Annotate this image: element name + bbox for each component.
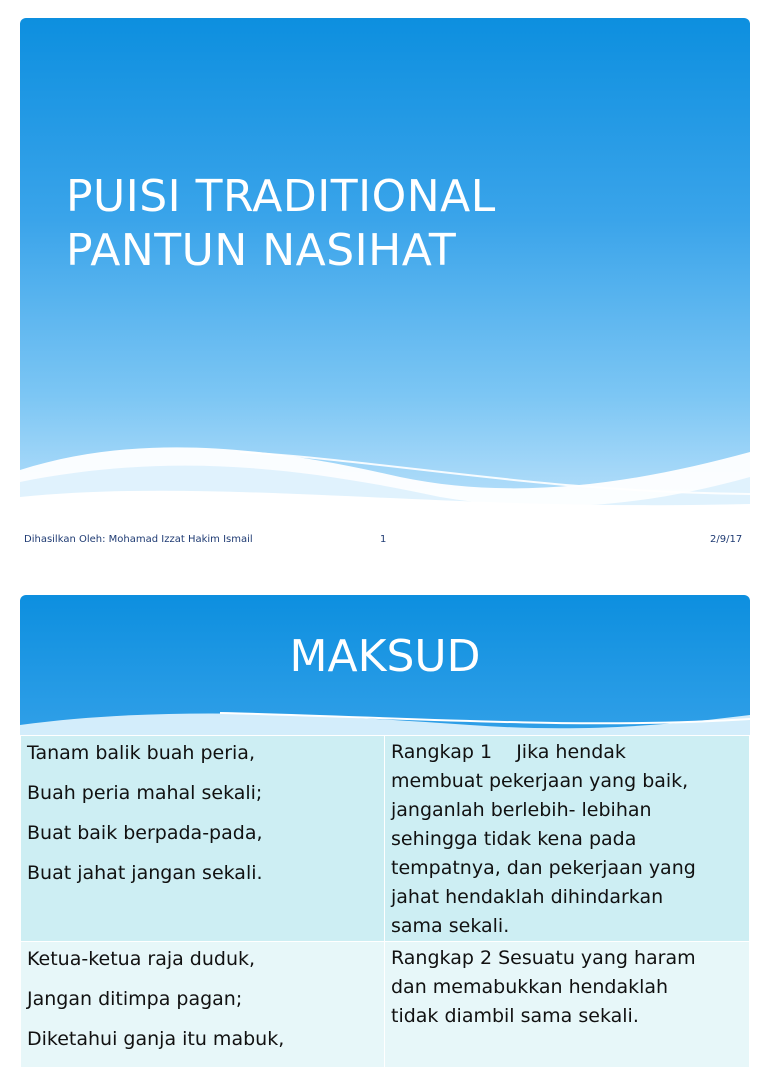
maksud-cell — [385, 942, 750, 1068]
slide-footer — [0, 534, 768, 548]
pantun-line: Buat baik berpada-pada, — [27, 822, 263, 844]
title-line-2: PANTUN NASIHAT — [66, 225, 457, 276]
pantun-line: Tanam balik buah peria, — [27, 742, 255, 764]
maksud-line: janganlah berlebih- lebihan — [391, 799, 652, 821]
maksud-line: dan memabukkan hendaklah — [391, 976, 669, 998]
maksud-line: jahat hendaklah dihindarkan — [391, 886, 664, 908]
pantun-line: Ketua-ketua raja duduk, — [27, 948, 256, 970]
maksud-table — [20, 735, 750, 1068]
footer-page-number: 1 — [380, 534, 387, 545]
footer-date: 2/9/17 — [710, 534, 743, 545]
maksud-line: Rangkap 1 Jika hendak — [391, 741, 626, 763]
title-slide — [20, 18, 750, 522]
slide-title: MAKSUD — [289, 631, 481, 682]
pantun-line: Buah peria mahal sekali; — [27, 782, 263, 804]
pantun-cell — [21, 942, 385, 1068]
maksud-line: sama sekali. — [391, 915, 510, 937]
table-row — [21, 736, 750, 942]
footer-author: Dihasilkan Oleh: Mohamad Izzat Hakim Ismail — [24, 534, 253, 545]
pantun-line: Jangan ditimpa pagan; — [27, 988, 243, 1010]
pantun-cell — [21, 736, 385, 942]
slide-title — [66, 170, 496, 278]
pantun-line: Diketahui ganja itu mabuk, — [27, 1028, 285, 1050]
maksud-line: Rangkap 2 Sesuatu yang haram — [391, 947, 696, 969]
maksud-line: membuat pekerjaan yang baik, — [391, 770, 689, 792]
maksud-line: tidak diambil sama sekali. — [391, 1005, 639, 1027]
maksud-line: sehingga tidak kena pada — [391, 828, 637, 850]
table-row — [21, 942, 750, 1068]
pantun-line: Buat jahat jangan sekali. — [27, 862, 263, 884]
maksud-line: tempatnya, dan pekerjaan yang — [391, 857, 696, 879]
maksud-cell — [385, 736, 750, 942]
wave-decoration — [20, 695, 750, 740]
title-line-1: PUISI TRADITIONAL — [66, 171, 496, 222]
wave-decoration — [20, 422, 750, 522]
content-slide — [20, 595, 750, 1050]
